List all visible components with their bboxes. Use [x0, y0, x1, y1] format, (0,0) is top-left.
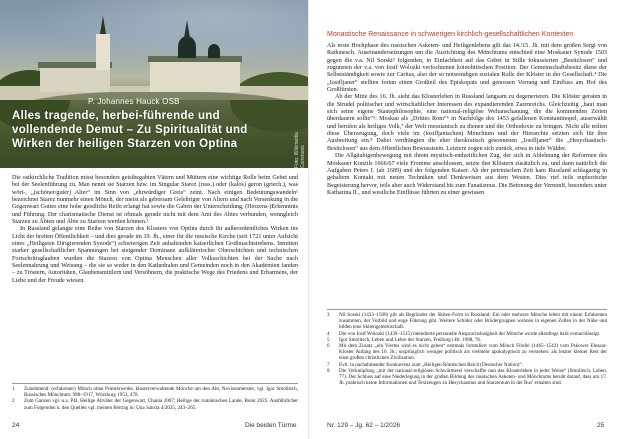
journal-name: Die beiden Türme [245, 422, 297, 429]
photo-building [150, 60, 240, 92]
right-body-text [327, 43, 607, 197]
footnote-number: 6 [327, 343, 330, 350]
page-number: 24 [12, 422, 20, 429]
paragraph: Ab der Mitte des 16. Jh. sieht das Klosterleben in Russland langsam zu degenerieren. Die Klöster geraten in die Strudel politischer und wirtschaftlicher Interessen des expandierenden Zarenreichs. Gleichzeitig „baut man sich seine eigene Staatsphilosophie, eine national-religiöse Weltanschauung, die die kommenden Zeiten überdauern sollte“⁵: Moskau als „Drittes Rom“⁶ in Nachfolge des 1453 gefallenen Konstantinopel, auserwählt und berufen als heiliges Volk,⁷ der Welt messianisch zu dienen und die Orthodoxie zu bringen. Nicht alle teilten diese Überzeugung, doch viele im (iosifljanischen) Mönchtum und der Hierarchie setzten sich für ihre Ausbreitung ein.⁸ Dabei verdrängten die eher theokratisch gesonnenen „Iosifljaner“ die „Hesychastisch-Besitzlosen“ aus dem öffentlichen Bewusstsein. Letztere zogen sich zurück, etwa in tiefe Wälder. [327, 94, 607, 152]
paragraph: Die Allgäubigenbewegung mit ihrem mystisch-endzeitlichen Zug, der sich in Ablehnung der Reformen des Moskauer Konzils 1666/67 viele Fromme anschlossen, setzte den Klöstern zusätzlich zu, und dann natürlich die Aufgaben Peters I. (ab 1689) und der folgenden Kaiser. Ab der petrinischen Zeit kam Russland schlagartig in gehaltem Kontakt mit neuen Techniken und Denkweisen aus dem Westen. Dies rief teils euphorische Begeisterung hervor, teils aber auch Widerstand bis zum Fanatismus. Die Betonung der Vernunft, besonders unter Katharina II., und westliche Einflüsse führten zu einer gewissen [327, 153, 607, 196]
footnote-text: Zum Ganzen vgl. u.a. P.B. Heilige Altväter der Gegenwart, Chania 2007; Heilige der rumänischen Lande, Bonn 2025. Ausführlicher zum Folgenden u. den Quellen vgl. meinen Beitrag in: Una Sancta 4/2025, 243–265. [24, 398, 298, 411]
right-page [309, 0, 619, 439]
footnote [327, 343, 607, 362]
footnote-number: 1 [12, 386, 15, 392]
footnote [327, 312, 607, 331]
footnote-text: Igor Smolitsch, Leben und Lehre der Starzen, Freiburg i.Br. 1988, 76. [339, 336, 482, 343]
left-footnotes [12, 383, 298, 411]
photo-bell-tower [96, 34, 110, 70]
footnote-number: 7 [327, 361, 330, 368]
monastery-photo [0, 0, 309, 168]
photo-dome [208, 44, 220, 58]
right-footnotes [327, 309, 607, 386]
left-page [0, 0, 309, 439]
footnote-number: 4 [327, 330, 330, 337]
footnote [12, 398, 298, 410]
footnote-number: 5 [327, 336, 330, 343]
footnote-text: Die Verknüpfung „mit der national-religiösen Schwärmerei verschaffte nun das Klosterleben in jeder Weise“ (Smolitsch, Leben, 77). Der Schluss auf eine Niederlegung in der großen Bildung des russischen Asketen- und Mönchtums beruht darauf, dass um 17. Jh. praktisch keine Informationen und Textzeugen zu Hesychasmus und Starzentum in der Rus’ erhalten sind. [339, 367, 607, 387]
article-author: P. Johannes Hauck OSB [88, 97, 180, 106]
footnote-number: 3 [327, 312, 330, 318]
footnote-text: Evtl. in nachahmender Konkurrenz zum „Heiligen Römischen Reich (Deutscher Nation)“. [339, 361, 524, 368]
article-title: Alles tragende, herbei-führende und vollendende Demut – Zu Spiritualität und Wirken der heiligen Starzen von Optina [12, 110, 248, 150]
section-heading: Monastische Renaissance in schwierigen kirchlich-gesellschaftlichen Kontexten [327, 31, 574, 38]
photo-dome [178, 36, 196, 58]
photo-spire [100, 16, 106, 34]
footnote-number: 2 [12, 398, 15, 405]
paragraph: Die ostkirchliche Tradition misst besonders geistbegabten Vätern und Müttern eine wichtige Rolle beim Gebet und bei der Seelenführung zu. Man nennt sie Starzen bzw. im Singular Starez (russ.) oder (kalos) geron (griech.), was wört-, „(schöner/guter) Alter“ im Sinn von „ehrwürdiger Greis“ zeint. Nach einigen Bedeutungswandeln¹ bezeichnet Starez nunmehr einen Mönch, der meist als geborsam Gelehriger von Altern und nach Versenkung in die Gegenwart Gottes eine hohe geistliche Reife erlangt hat sowie die Gaben der Unterscheidung, (Herzens-)Erkenntnis und Führung. Der charismatische Dienst ist oftmals gerade nicht mit dem Amt des Abtes verbunden, wenngleich Starzen zu Äbten und Äbte zu Starzen werden können.² [12, 175, 298, 226]
issue-label: Nr. 129 – Jg. 62 – 1/2026 [327, 422, 400, 429]
photo-credit: Foto: Wikimedia Commons [294, 132, 306, 168]
photo-spire [184, 20, 190, 38]
page-number: 25 [597, 422, 605, 429]
footnote-text: Zunehmend: (erfahrener) Mönch ohne Priesterweihe, klosterverwaltende Mönche um den Abt, Novizenmeister, vgl. Igor Smolitsch, Russisches Mönchtum. 988–1917, Würzburg 1953, 478. [24, 386, 298, 399]
paragraph: In Russland gelangte eine Reihe von Starzen des Klosters von Optina durch ihr außerordentliches Wirken ins Licht der breiten Öffentlichkeit – und dies gerade im 19. Jh., einer für die russische Kirche (seit 1721 unter Aufsicht eines „Heiligsten Dirigierenden Synods“) schwierigen Zeit anhaltenden kaiserlichen Großmachtstrebens. Inmitten starker gesellschaftlicher Spannungen bei steigender Dominanz aufklärerischer Oberschichten und technischen Fortschrittsglauben wurden die Starzen von Optina Menschen aller Volksschichten bei der Suche nach Seelennahrung und Weisung – die sie so weder in den Kathedralen und Gemeinden noch in den Akademien fanden – zu Tröstern, Autoritäten, Glaubensmittlern und Versöhnern, die praktische Wege des Friedens und Erbarmens, der Liebe und der Freude wiesen. [12, 226, 298, 284]
footnote-text: Die von Iosif Wolozki (1439–1515) intendierte personelle Anspruchslosigkeit der Mönche wurde allerdings bald vernachlässigt. [339, 330, 601, 337]
footnote-number: 8 [327, 367, 330, 374]
paragraph: Als erste Hochphase des russischen Asketen- und Heiligenlebens gilt das 14./15. Jh. mit dem großen Sergi von Radonesch. Auseinandersetzungen um die Ausrichtung des Mönchtums entschied eine Moskauer Synode 1503 gegen die v.a. Nil Sorski³ folgenden, in Einfachheit auf das Gebet in Stille fokussierten „Besitzlosen“ und zugunsten der v.a. von Iosif Wolozki verfochtenen koinobitischen Position: Der Gemeinschaftsbesitz diene der Selbstständigkeit sowie zur Caritas, also der so notwendigen sozialen Rolle der Klöster in der Gesellschaft.⁴ Die „Iosifljaner“ stellten fortan einen Großteil des Episkopats und genossen Vorrang und Einfluss am Hof des Großfürsten. [327, 43, 607, 94]
footnote-text: Mit dem Zusatz „ein Viertes wird es nicht geben“ erstmals formuliert vom Mönch Filofei (1465–1542) vom Pskower Eleasar-Kloster Anfang des 16. Jh.; ursprünglich weniger politisch als vielmehr apokalyptisch zu verstehen: als letzter kleiner Rest der einst großen christlichen Zivilisation. [339, 343, 607, 362]
footnote-text: Nil Sorski (1433–1508) gilt als Begründer der Skiten-Form in Russland: Ein oder mehrere Mönche leben mit einem Erfahrenen zusammen, der Vorbild und enge Führung gibt. Weitere Schüler oder Brüdergruppen wohnen in eigenen Zellen in der Nähe und bilden eine Skitengemeinschaft. [339, 312, 607, 331]
footnote [12, 386, 298, 398]
footnote [327, 368, 607, 387]
left-body-text [12, 175, 298, 285]
